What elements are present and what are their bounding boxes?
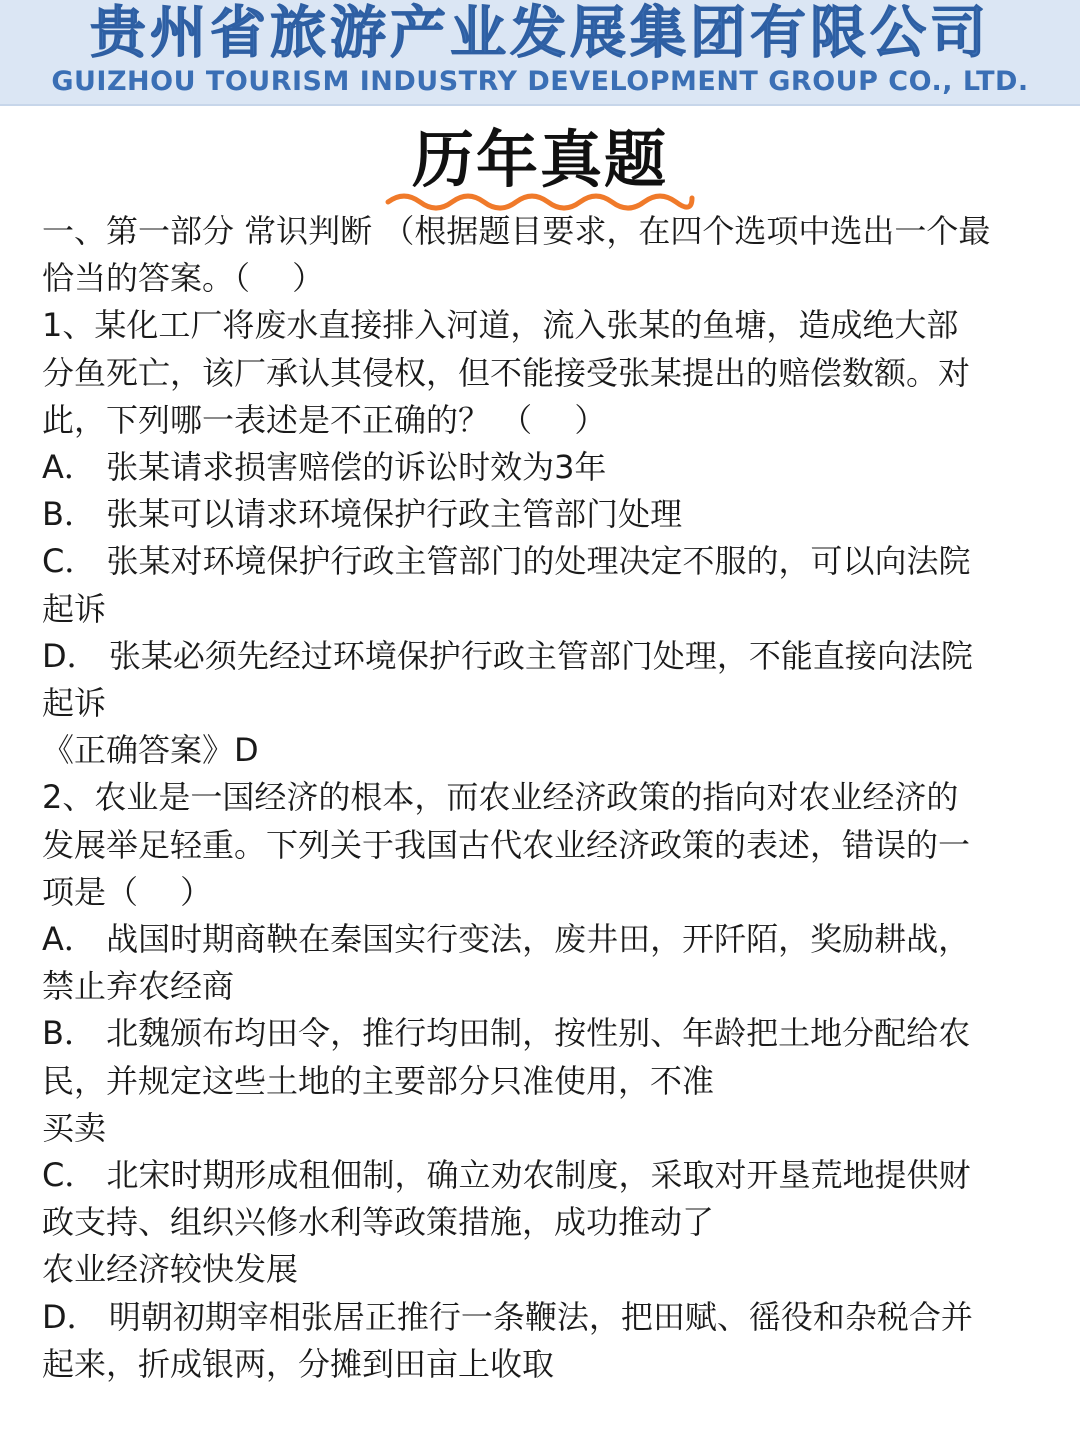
- text-line: C． 北宋时期形成租佃制，确立劝农制度，采取对开垦荒地提供财: [42, 1156, 971, 1195]
- text-line: 一、第一部分 常识判断 （根据题目要求，在四个选项中选出一个最: [42, 212, 991, 250]
- text-line: D． 明朝初期宰相张居正推行一条鞭法，把田赋、徭役和杂税合并: [42, 1297, 973, 1336]
- header-banner: [0, 0, 1080, 106]
- question-body: [42, 208, 1042, 1388]
- text-line: 分鱼死亡，该厂承认其侵权，但不能接受张某提出的赔偿数额。对: [42, 353, 971, 392]
- text-line: 政支持、组织兴修水利等政策措施，成功推动了: [42, 1203, 715, 1242]
- text-line: 买卖: [42, 1108, 107, 1147]
- text-line: 此，下列哪一表述是不正确的？ （ ）: [42, 400, 607, 439]
- text-line: B． 北魏颁布均田令，推行均田制，按性别、年龄把土地分配给农: [42, 1014, 971, 1053]
- text-line: C． 张某对环境保护行政主管部门的处理决定不服的，可以向法院: [42, 542, 971, 581]
- text-line: 起诉: [42, 589, 107, 628]
- title-block: [0, 122, 1080, 212]
- text-line: 起来，折成银两，分摊到田亩上收取: [42, 1344, 555, 1383]
- text-line: 项是（ ）: [42, 872, 213, 911]
- text-line: 2、农业是一国经济的根本，而农业经济政策的指向对农业经济的: [42, 778, 959, 817]
- text-line: 《正确答案》D: [42, 731, 259, 770]
- text-line: D． 张某必须先经过环境保护行政主管部门处理，不能直接向法院: [42, 636, 973, 675]
- text-line: 恰当的答案。（ ）: [42, 259, 325, 298]
- company-name-cn: 贵州省旅游产业发展集团有限公司: [90, 1, 990, 66]
- text-line: A． 战国时期商鞅在秦国实行变法，废井田，开阡陌，奖励耕战，: [42, 920, 971, 959]
- text-line: 起诉: [42, 684, 107, 723]
- text-line: B． 张某可以请求环境保护行政主管部门处理: [42, 495, 683, 534]
- text-line: 禁止弃农经商: [42, 967, 235, 1006]
- text-line: 民，并规定这些土地的主要部分只准使用，不准: [42, 1061, 715, 1100]
- page-title: 历年真题: [411, 123, 668, 196]
- company-name-en: GUIZHOU TOURISM INDUSTRY DEVELOPMENT GROUP CO., LTD.: [51, 66, 1029, 97]
- text-line: A． 张某请求损害赔偿的诉讼时效为3年: [42, 448, 607, 487]
- text-line: 1、某化工厂将废水直接排入河道，流入张某的鱼塘，造成绝大部: [42, 306, 959, 345]
- text-line: 农业经济较快发展: [42, 1250, 299, 1289]
- text-line: 发展举足轻重。下列关于我国古代农业经济政策的表述，错误的一: [42, 825, 971, 864]
